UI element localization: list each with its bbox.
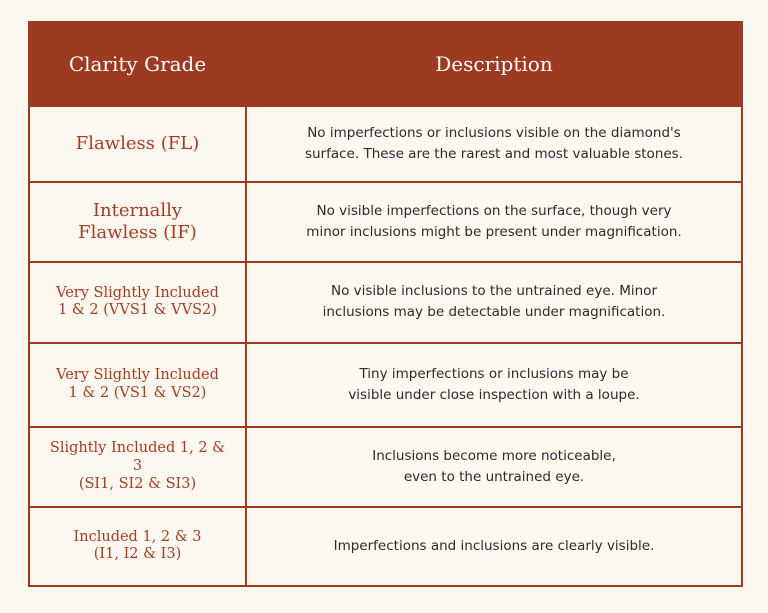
description-text: inclusions may be detectable under magnification. xyxy=(322,304,666,321)
table-row xyxy=(29,106,742,182)
description-text: even to the untrained eye. xyxy=(403,468,585,485)
description-text: minor inclusions might be present under magnification. xyxy=(306,223,682,240)
clarity-grade-table-container xyxy=(28,21,741,587)
description-cell xyxy=(246,106,742,182)
grade-text: 1 & 2 (VS1 & VS2) xyxy=(68,385,207,402)
header-description: Description xyxy=(246,22,742,106)
grade-cell xyxy=(29,343,246,427)
description-text: No visible imperfections on the surface, though very xyxy=(316,203,672,219)
description-text: Inclusions become more noticeable, xyxy=(372,448,616,465)
description-cell xyxy=(246,343,742,427)
grade-cell xyxy=(29,182,246,261)
grade-text: Internally xyxy=(92,199,183,221)
description-cell xyxy=(246,507,742,586)
table-row xyxy=(29,427,742,506)
grade-cell xyxy=(29,507,246,586)
description-text: No visible inclusions to the untrained eye. Minor xyxy=(331,283,657,300)
table-row xyxy=(29,262,742,343)
grade-text: Flawless (FL) xyxy=(75,133,200,155)
description-text: Imperfections and inclusions are clearly visible. xyxy=(333,537,655,554)
grade-text: Very Slightly Included xyxy=(56,284,219,301)
grade-text: Slightly Included 1, 2 & 3 xyxy=(49,440,226,475)
clarity-grade-table xyxy=(28,21,743,587)
description-cell xyxy=(246,427,742,506)
header-clarity-grade: Clarity Grade xyxy=(29,22,246,106)
grade-text: (SI1, SI2 & SI3) xyxy=(78,475,197,492)
grade-text: (I1, I2 & I3) xyxy=(93,546,182,563)
description-text: Tiny imperfections or inclusions may be xyxy=(359,366,629,383)
table-row xyxy=(29,343,742,427)
grade-cell xyxy=(29,427,246,506)
table-row xyxy=(29,507,742,586)
grade-text: Flawless (IF) xyxy=(78,221,197,243)
grade-cell xyxy=(29,106,246,182)
table-row xyxy=(29,182,742,261)
description-text: surface. These are the rarest and most valuable stones. xyxy=(304,146,684,163)
grade-cell xyxy=(29,262,246,343)
grade-text: 1 & 2 (VVS1 & VVS2) xyxy=(58,302,217,319)
table-header-row xyxy=(29,22,742,106)
description-text: No imperfections or inclusions visible on the diamond's xyxy=(307,125,681,142)
description-cell xyxy=(246,182,742,261)
description-cell xyxy=(246,262,742,343)
grade-text: Included 1, 2 & 3 xyxy=(73,528,202,545)
grade-text: Very Slightly Included xyxy=(56,367,219,384)
description-text: visible under close inspection with a loupe. xyxy=(348,387,640,404)
